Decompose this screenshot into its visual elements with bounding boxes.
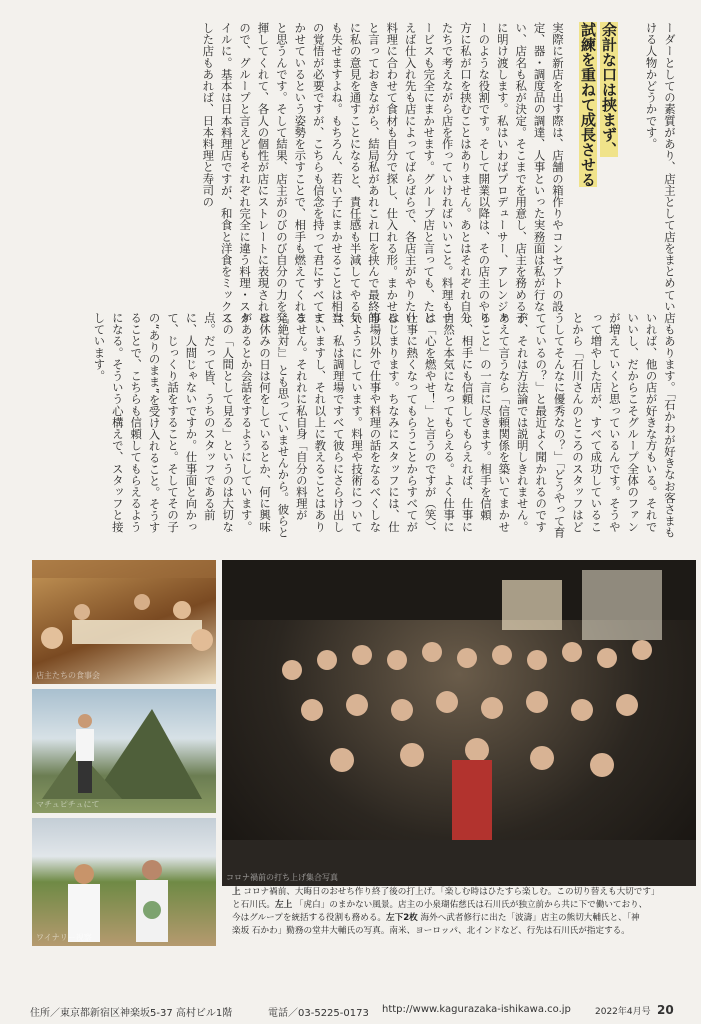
page-number: 20: [657, 1003, 674, 1017]
caption-line-3: 今はグループを統括する役割も務める。左下2枚 海外へ武者修行に出た「波濤」店主の熊切大輔氏と、「神: [232, 913, 640, 923]
staff-meal-illustration: [32, 560, 216, 684]
photo-label: ワイナリー視察: [36, 933, 92, 942]
body-text-lower: 店もあります。「石かわが好きなお客さまもいれば、他の店が好きな方もいる。それでいいし、だからこそグループ全体のファンが増えていくと思っているんです。そうやって増やした店が、すべて成功していることから「石川さんのところのスタッフはどうしてそんなに優秀なの？」「どうやって育てているの？」と最近よく聞かれるのですが、それは方法論では説明しきれません。あえて言うなら「信頼関係を築いてまかせること」の一言に尽きます。相手を信頼し、相手にも信頼してもらえれば、仕事に自然と本気になってもらえる。よく仕事には「心を燃やせ！」と言うのですが（笑）、仕事に熱くなってもらうことからすべてがはじまります。ちなみにスタッフには、仕事場以外で仕事や料理の話をなるべくしないようにしています。料理や技術については、私は調理場ですべて彼らにさらけ出していますし、それ以上に教えることはありません。それれに私自身「自分の料理が『絶対』」とも思っていませんから。彼らとは休みの日は何をしているとか、何に興味があるとか会話をするようにしています。この「人間として見る」というのは大切な点。だって皆、うちのスタッフである前に、人間じゃないですか。仕事面と向かって、じっくり話をすること。そしてその子の“ありのまま”を受け入れること。そうすることで、こちらも信頼してもらえるようになる。そういう心構えで、スタッフと接しています。: [92, 312, 677, 539]
body-text-upper: 実際に新店を出す際は、店舗の箱作りやコンセプトの設定、器・調度品の調達、人事といった実務面は私が行ない、店名も私が決定。そこまでを用意し、店主を務める子に明け渡します。私はいわばプロデューサー、アレンジャーのような役割です。そして開業以降は、その店主のやり方に私が口を挟むことはありません。あとはそれぞれ自分たちで考えながら店を作っていければいいこと。料理もサービスも完全にまかせます。グループ店と言っても、たとえば仕入れ先も店によってばらばらで、各店主がやりたい料理に合わせて食材も自分で探し、仕入れる形。まかせると言っておきながら、結局私があれこれ口を挟んで最終的に私の意見を通すことになると、責任感も半減してやる気も失せますよね。もちろん、若い子にまかせることは相当の覚悟が必要ですが、こちらも信念を持って君にすべてまかせているという姿勢を示すことで、相手も燃えてくれると思うんです。そして結果、店主がのびのび自分の力を発揮してくれて、各人の個性が店にストレートに表現されるので、グループと言えどもそれぞれ完全に違う料理・スタイルに。基本は日本料理店ですが、和食と洋食をミックスした店もあれば、日本料理と寿司の: [201, 22, 565, 324]
photo-label: マチュピチュにて: [36, 800, 100, 809]
group-illustration: [222, 560, 696, 886]
footer-phone: 電話／03-5225-0173: [268, 1008, 369, 1019]
footer-url[interactable]: http://www.kagurazaka-ishikawa.co.jp: [382, 1004, 571, 1015]
photo-staff-meal: [32, 560, 216, 684]
vineyard-illustration: [32, 818, 216, 946]
intro-text: ーダーとしての素質があり、店主として店をまとめていける人物かどうかです。: [644, 22, 677, 312]
footer-issue: 2022年4月号: [595, 1007, 651, 1017]
footer-address: 住所／東京都新宿区神楽坂5-37 高村ビル1階: [30, 1008, 233, 1019]
photo-machu-picchu: [32, 689, 216, 813]
caption-line-1: 上 コロナ禍前、大晦日のおせち作り終了後の打上げ。「楽しむ時はひたすら楽しむ。この切り替えも大切です」: [232, 887, 660, 897]
section-heading: [573, 22, 619, 322]
photo-label: コロナ禍前の打ち上げ集合写真: [226, 873, 338, 882]
caption-line-4: 楽坂 石かわ」勤務の堂井大輔氏の写真。南米、ヨーロッパ、北インドなど、行先は石川氏が指定する。: [232, 926, 630, 936]
heading-line-1: 余計な口は挟まず、: [600, 22, 618, 157]
photo-group: [222, 560, 696, 886]
mountain-illustration: [32, 689, 216, 813]
heading-line-2: 試練を重ねて成長させる: [579, 22, 597, 187]
photo-caption: [232, 886, 694, 938]
photo-label: 店主たちの食事会: [36, 671, 100, 680]
caption-line-2: と石川氏。左上 「虎白」のまかない風景。店主の小泉瑚佑慈氏は石川氏が独立前から共に下で働いており、: [232, 900, 648, 910]
photo-vineyard: [32, 818, 216, 946]
